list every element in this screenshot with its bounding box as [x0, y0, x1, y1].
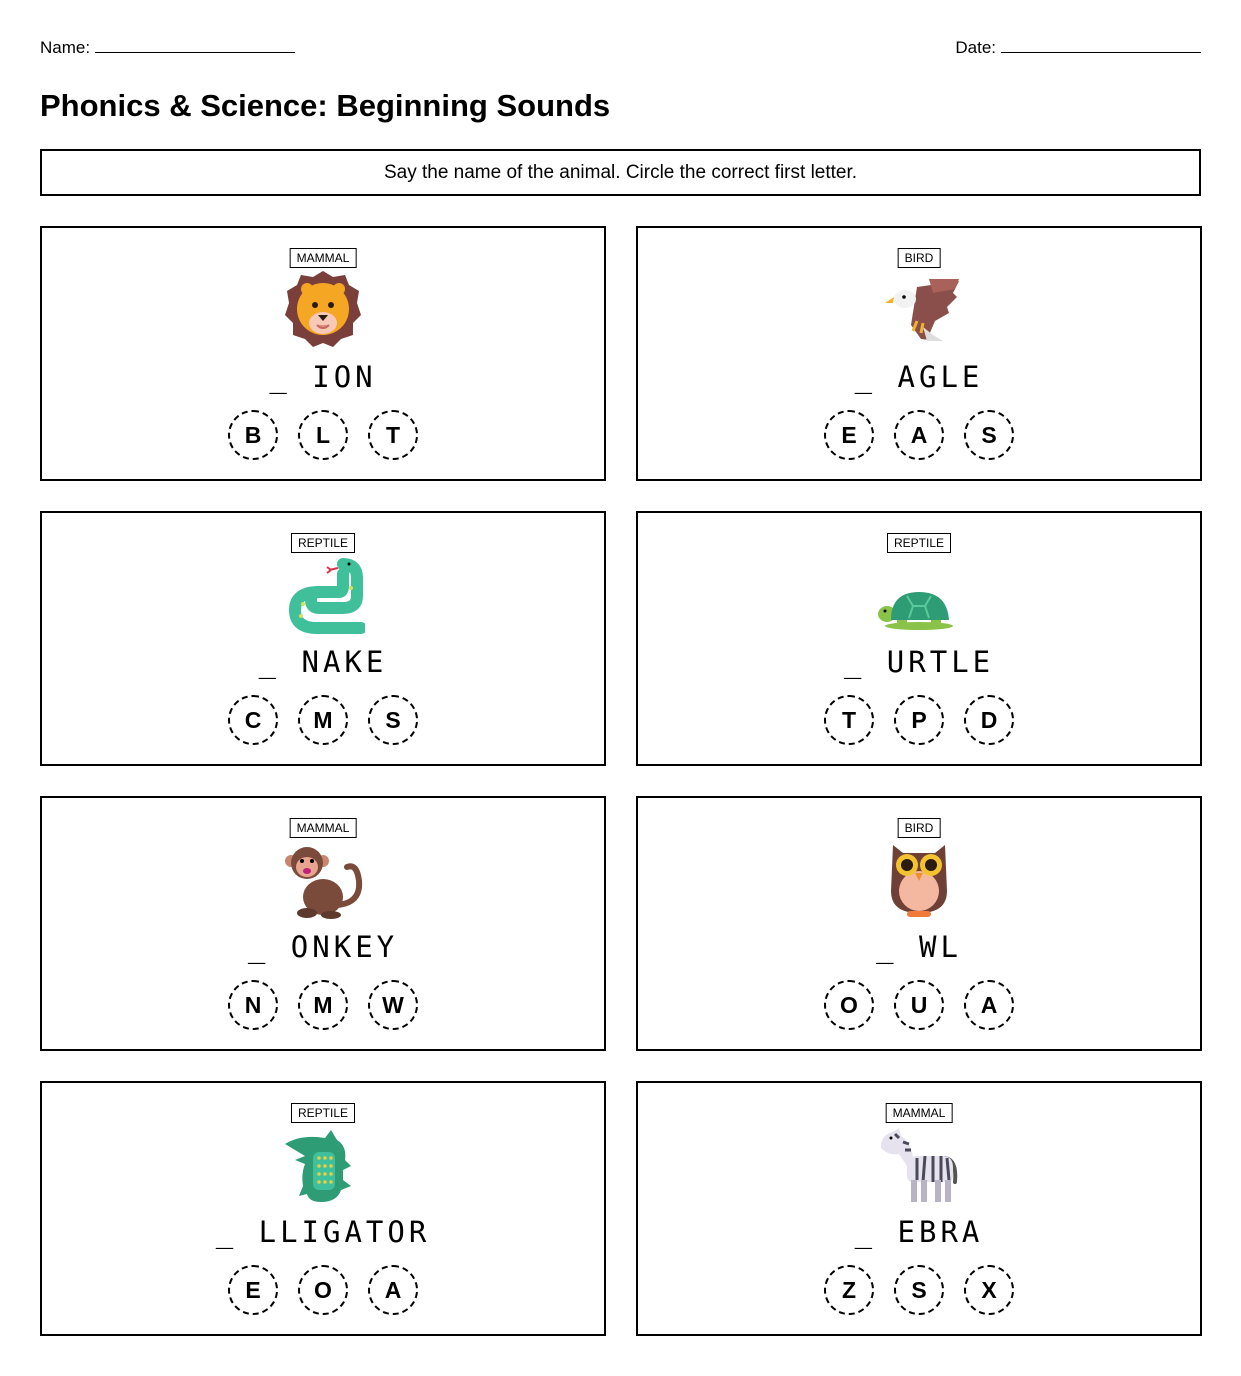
animal-card-snake — [40, 511, 606, 766]
date-field[interactable] — [955, 38, 1201, 58]
animal-card-monkey — [40, 796, 606, 1051]
instruction-text: Say the name of the animal. Circle the correct first letter. — [383, 161, 858, 183]
owl-icon — [877, 839, 961, 919]
letter-choice[interactable]: M — [298, 695, 348, 745]
letter-choice[interactable]: P — [894, 695, 944, 745]
letter-choice[interactable]: L — [298, 410, 348, 460]
letter-choices — [42, 695, 604, 745]
turtle-icon — [877, 554, 961, 634]
letter-choices — [638, 980, 1200, 1030]
category-tag: MAMMAL — [290, 248, 357, 268]
letter-choices — [638, 695, 1200, 745]
animal-grid — [40, 226, 1201, 1336]
animal-card-alligator — [40, 1081, 606, 1336]
word-puzzle: _ AGLE — [854, 360, 984, 394]
letter-choice[interactable]: O — [298, 1265, 348, 1315]
animal-card-zebra — [636, 1081, 1202, 1336]
letter-choice[interactable]: A — [368, 1265, 418, 1315]
alligator-icon — [281, 1124, 365, 1204]
letter-choice[interactable]: A — [964, 980, 1014, 1030]
letter-choice[interactable]: Z — [824, 1265, 874, 1315]
letter-choice[interactable]: T — [368, 410, 418, 460]
word-puzzle: _ LLIGATOR — [215, 1215, 431, 1249]
letter-choice[interactable]: B — [228, 410, 278, 460]
category-tag: BIRD — [898, 248, 941, 268]
word-puzzle: _ NAKE — [258, 645, 388, 679]
letter-choices — [42, 410, 604, 460]
letter-choice[interactable]: T — [824, 695, 874, 745]
letter-choice[interactable]: O — [824, 980, 874, 1030]
instruction-box — [40, 149, 1201, 196]
letter-choice[interactable]: U — [894, 980, 944, 1030]
category-tag: REPTILE — [291, 533, 355, 553]
letter-choice[interactable]: E — [824, 410, 874, 460]
word-puzzle: _ URTLE — [843, 645, 995, 679]
letter-choice[interactable]: S — [368, 695, 418, 745]
letter-choices — [42, 980, 604, 1030]
word-puzzle: _ WL — [876, 930, 962, 964]
letter-choice[interactable]: A — [894, 410, 944, 460]
date-line[interactable] — [1001, 38, 1201, 53]
animal-card-turtle — [636, 511, 1202, 766]
category-tag: MAMMAL — [886, 1103, 953, 1123]
date-label: Date: — [955, 38, 996, 57]
name-label: Name: — [40, 38, 91, 57]
page-title: Phonics & Science: Beginning Sounds — [40, 88, 611, 123]
word-puzzle: _ EBRA — [854, 1215, 984, 1249]
word-puzzle: _ ION — [269, 360, 377, 394]
letter-choice[interactable]: X — [964, 1265, 1014, 1315]
animal-card-owl — [636, 796, 1202, 1051]
animal-card-eagle — [636, 226, 1202, 481]
letter-choice[interactable]: N — [228, 980, 278, 1030]
letter-choice[interactable]: D — [964, 695, 1014, 745]
category-tag: REPTILE — [887, 533, 951, 553]
letter-choice[interactable]: W — [368, 980, 418, 1030]
snake-icon — [281, 554, 365, 634]
word-puzzle: _ ONKEY — [247, 930, 399, 964]
letter-choice[interactable]: E — [228, 1265, 278, 1315]
letter-choice[interactable]: M — [298, 980, 348, 1030]
letter-choices — [638, 1265, 1200, 1315]
zebra-icon — [877, 1124, 961, 1204]
category-tag: BIRD — [898, 818, 941, 838]
monkey-icon — [281, 839, 365, 919]
letter-choice[interactable]: S — [964, 410, 1014, 460]
letter-choices — [42, 1265, 604, 1315]
letter-choice[interactable]: C — [228, 695, 278, 745]
letter-choice[interactable]: S — [894, 1265, 944, 1315]
animal-card-lion — [40, 226, 606, 481]
category-tag: MAMMAL — [290, 818, 357, 838]
lion-icon — [281, 269, 365, 349]
letter-choices — [638, 410, 1200, 460]
name-line[interactable] — [95, 38, 295, 53]
eagle-icon — [877, 269, 961, 349]
category-tag: REPTILE — [291, 1103, 355, 1123]
name-field[interactable] — [40, 38, 295, 58]
